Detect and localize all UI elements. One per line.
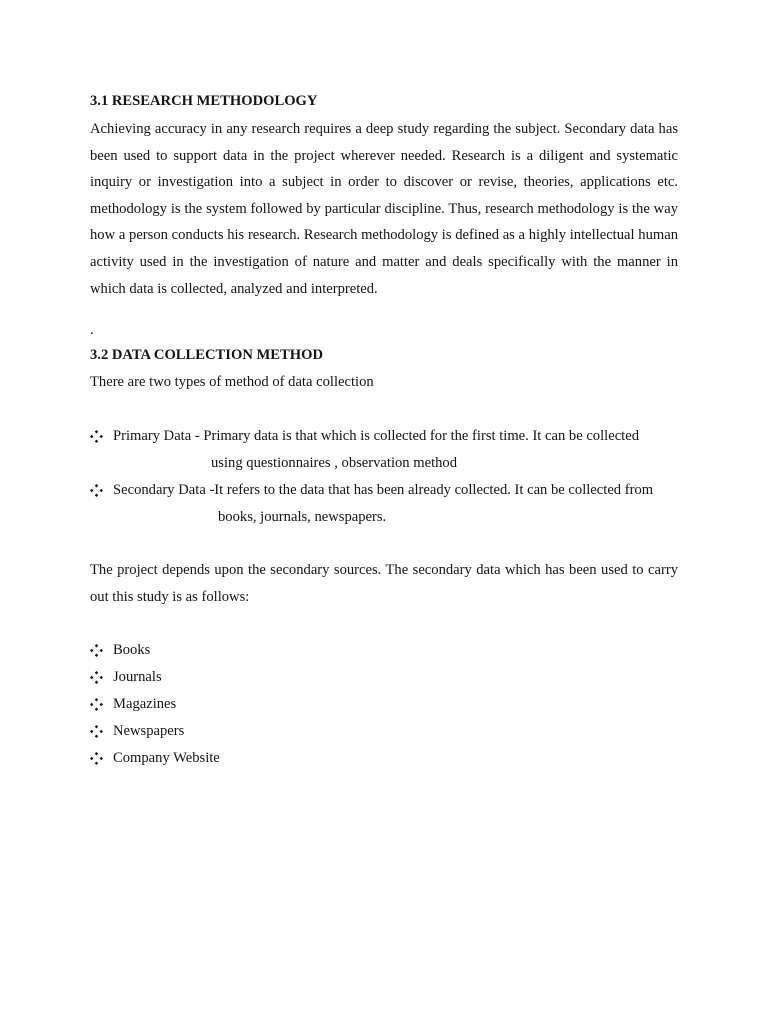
section-heading-research-methodology: 3.1 RESEARCH METHODOLOGY — [90, 93, 318, 109]
four-diamond-bullet-icon — [90, 725, 103, 738]
four-diamond-bullet-icon — [90, 430, 103, 443]
source-label: Magazines — [113, 696, 177, 712]
source-label: Journals — [113, 669, 162, 685]
data-collection-intro: There are two types of method of data collection — [90, 374, 374, 390]
section-heading-data-collection: 3.2 DATA COLLECTION METHOD — [90, 347, 323, 363]
source-label: Books — [113, 642, 151, 658]
secondary-data-continuation: books, journals, newspapers. — [218, 509, 387, 525]
four-diamond-bullet-icon — [90, 698, 103, 711]
four-diamond-bullet-icon — [90, 671, 103, 684]
primary-data-continuation: using questionnaires , observation method — [211, 455, 458, 471]
four-diamond-bullet-icon — [90, 752, 103, 765]
four-diamond-bullet-icon — [90, 644, 103, 657]
four-diamond-bullet-icon — [90, 484, 103, 497]
research-methodology-paragraph: Achieving accuracy in any research requires a deep study regarding the subject. Secondary data has been used to support data in the project wherever needed. Research is a diligent and systematic inquiry or investigation into a subject in order to discover or revise, theories, applications etc. methodology is the system followed by particular discipline. Thus, research methodology is the way how a person conducts his research. Research methodology is defined as a highly intellectual human activity used in the investigation of nature and matter and deals specifically with the manner in which data is collected, analyzed and interpreted. — [90, 121, 678, 297]
primary-data-text: Primary Data - Primary data is that which is collected for the first time. It can be collected — [113, 428, 640, 444]
source-label: Company Website — [113, 750, 220, 766]
source-label: Newspapers — [113, 723, 185, 739]
stray-dot: . — [90, 322, 94, 338]
secondary-data-text: Secondary Data -It refers to the data that has been already collected. It can be collected from — [113, 482, 654, 498]
project-sources-paragraph: The project depends upon the secondary sources. The secondary data which has been used to carry out this study is as follows: — [90, 562, 678, 605]
